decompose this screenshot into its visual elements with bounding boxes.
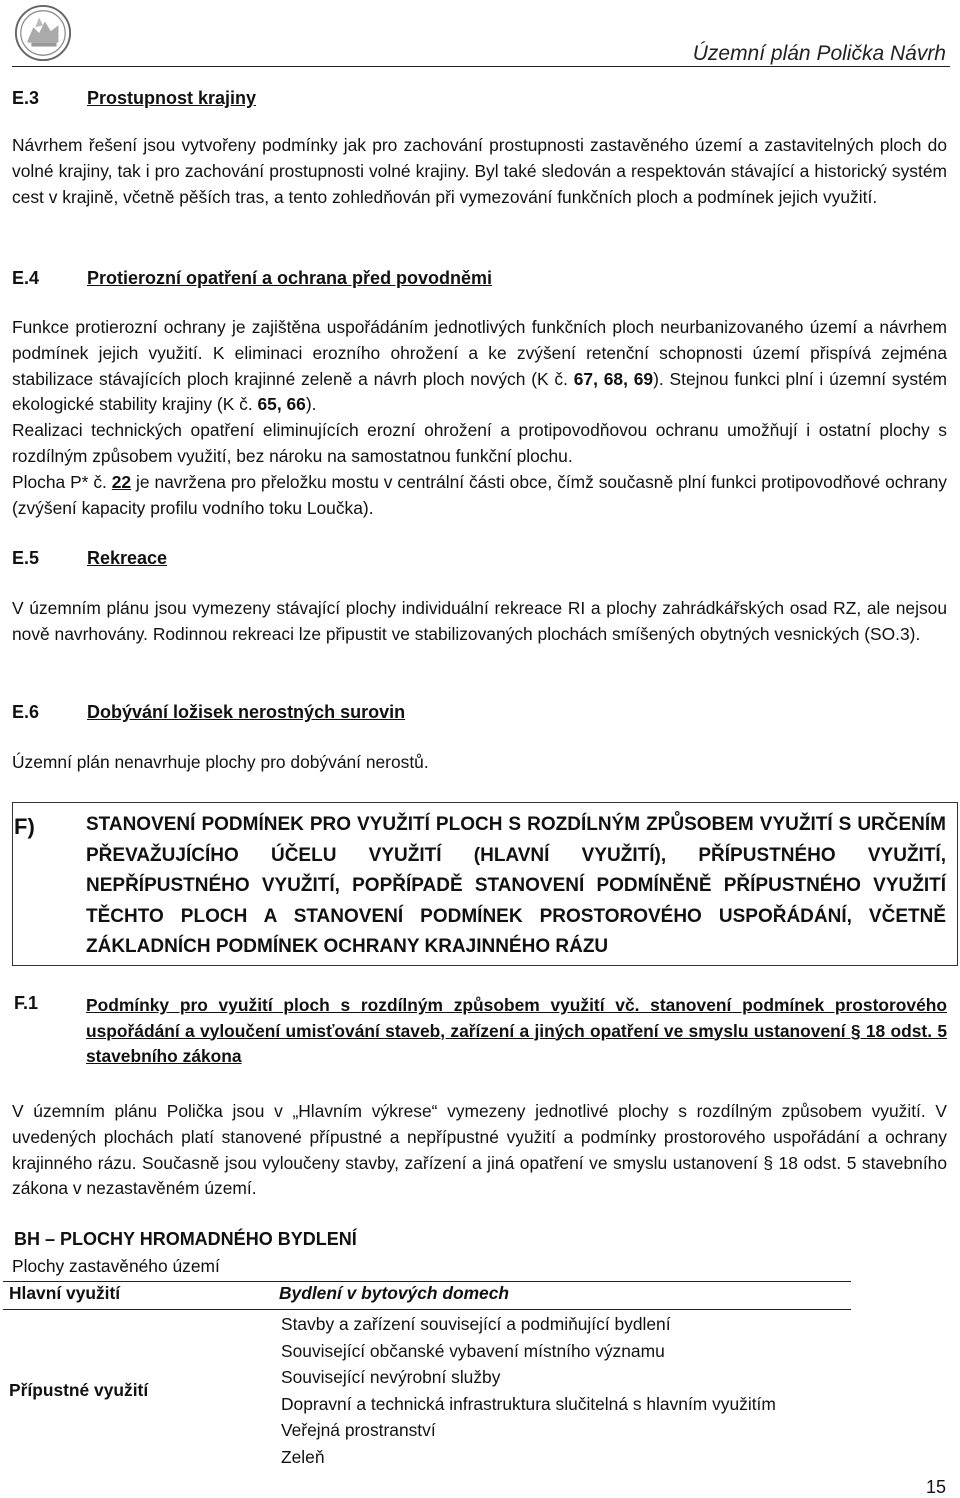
paragraph-e4-p3: Plocha P* č. 22 je navržena pro přeložku mostu v centrální části obce, čímž současně plní funkci protipovodňové ochrany (zvýšení kapacity profilu vodního toku Loučka). [12,471,947,518]
paragraph-e3-text: Návrhem řešení jsou vytvořeny podmínky jak pro zachování prostupnosti zastavěného území a zastavitelných ploch do volné krajiny, tak i pro zachování prostupnosti volné krajiny. Byl také sledován a respektován stávající a historický systém cest v krajině, včetně pěších tras, a tento zohledňován při vymezování funkčních ploch a podmínek jejich využití. [12,135,947,207]
paragraph-e5-text: V územním plánu jsou vymezeny stávající plochy individuální rekreace RI a plochy zahrádkářských osad RZ, ale nejsou nově navrhovány. Rodinnou rekreaci lze připustit ve stabilizovaných plochách smíšených obytných vesnických (SO.3). [12,598,947,644]
list-item: Související občanské vybavení místního významu [281,1340,665,1361]
paragraph-e4-p2: Realizaci technických opatření eliminujících erozní ohrožení a protipovodňovou ochranu umožňují i ostatní plochy s rozdílným způsobem využití, bez nároku na samostatnou funkční plochu. [12,420,947,466]
section-title-f1 [86,993,947,1070]
section-number-e6: E.6 [12,702,40,722]
list-item: Dopravní a technická infrastruktura slučitelná s hlavním využitím [281,1393,776,1414]
header-divider [12,66,950,67]
section-number-e4: E.4 [12,268,40,288]
section-title-e3: Prostupnost krajiny [87,88,257,108]
section-title-e5: Rekreace [87,548,168,568]
table-row [3,1310,851,1471]
allowed-use-list [271,1310,851,1471]
municipal-seal-logo [14,4,72,62]
document-title: Územní plán Polička Návrh [692,42,946,65]
section-title-e6: Dobývání ložisek nerostných surovin [87,702,406,722]
section-number-e5: E.5 [12,548,40,568]
bh-subheading: Plochy zastavěného území [12,1256,220,1276]
paragraph-f1 [12,1099,947,1202]
chapter-f-title [86,810,946,963]
section-number-f1: F.1 [14,993,39,1013]
table-row [3,1282,851,1310]
chapter-f-letter: F) [14,814,35,839]
list-item: Související nevýrobní služby [281,1367,501,1387]
list-item: Stavby a zařízení související a podmiňující bydlení [281,1314,671,1334]
paragraph-e6 [12,750,947,776]
paragraph-e6-text: Územní plán nenavrhuje plochy pro dobývání nerostů. [12,752,429,772]
paragraph-e5 [12,596,947,648]
section-number-e3: E.3 [12,88,40,108]
list-item: Zeleň [281,1446,325,1467]
section-title-f1-text: Podmínky pro využití ploch s rozdílným způsobem využití vč. stanovení podmínek prostorového uspořádání a vyloučení umisťování staveb, zařízení a jiných opatření ve smyslu ustanovení § 18 odst. 5 stavebního zákona [86,995,947,1066]
allowed-use-label: Přípustné využití [9,1379,149,1400]
section-title-e4: Protierozní opatření a ochrana před povodněmi [87,268,493,288]
bh-conditions-table [3,1281,851,1470]
paragraph-e4-p1: Funkce protierozní ochrany je zajištěna uspořádáním jednotlivých funkčních ploch neurbanizovaného území a návrhem podmínek jejich využití. K eliminaci erozního ohrožení a ke zvýšení retenční schopnosti území přispívá zejména stabilizace stávajících ploch krajinné zeleně a návrh ploch nových (K č. 67, 68, 69). Stejnou funkci plní i územní systém ekologické stability krajiny (K č. 65, 66). [12,317,947,415]
paragraph-e4 [12,315,947,521]
main-use-value: Bydlení v bytových domech [271,1282,851,1310]
main-use-label: Hlavní využití [3,1282,271,1310]
list-item: Veřejná prostranství [281,1420,436,1440]
page-number: 15 [925,1477,946,1497]
paragraph-f1-text: V územním plánu Polička jsou v „Hlavním výkrese“ vymezeny jednotlivé plochy s rozdílným způsobem využití. V uvedených plochách platí stanovené přípustné a nepřípustné využití a podmínky prostorového uspořádání a ochrany krajinného rázu. Současně jsou vyloučeny stavby, zařízení a jiná opatření ve smyslu ustanovení § 18 odst. 5 stavebního zákona v nezastavěném území. [12,1101,947,1199]
bh-heading: BH – PLOCHY HROMADNÉHO BYDLENÍ [14,1229,357,1249]
chapter-f-title-text: STANOVENÍ PODMÍNEK PRO VYUŽITÍ PLOCH S ROZDÍLNÝM ZPŮSOBEM VYUŽITÍ S URČENÍM PŘEVAŽUJÍCÍHO ÚČELU VYUŽITÍ (HLAVNÍ VYUŽITÍ), PŘÍPUSTNÉHO VYUŽITÍ, NEPŘÍPUSTNÉHO VYUŽITÍ, POPŘÍPADĚ STANOVENÍ PODMÍNĚNĚ PŘÍPUSTNÉHO VYUŽITÍ TĚCHTO PLOCH A STANOVENÍ PODMÍNEK PROSTOROVÉHO USPOŘÁDÁNÍ, VČETNĚ ZÁKLADNÍCH PODMÍNEK OCHRANY KRAJINNÉHO RÁZU [86,814,946,957]
paragraph-e3 [12,133,947,210]
